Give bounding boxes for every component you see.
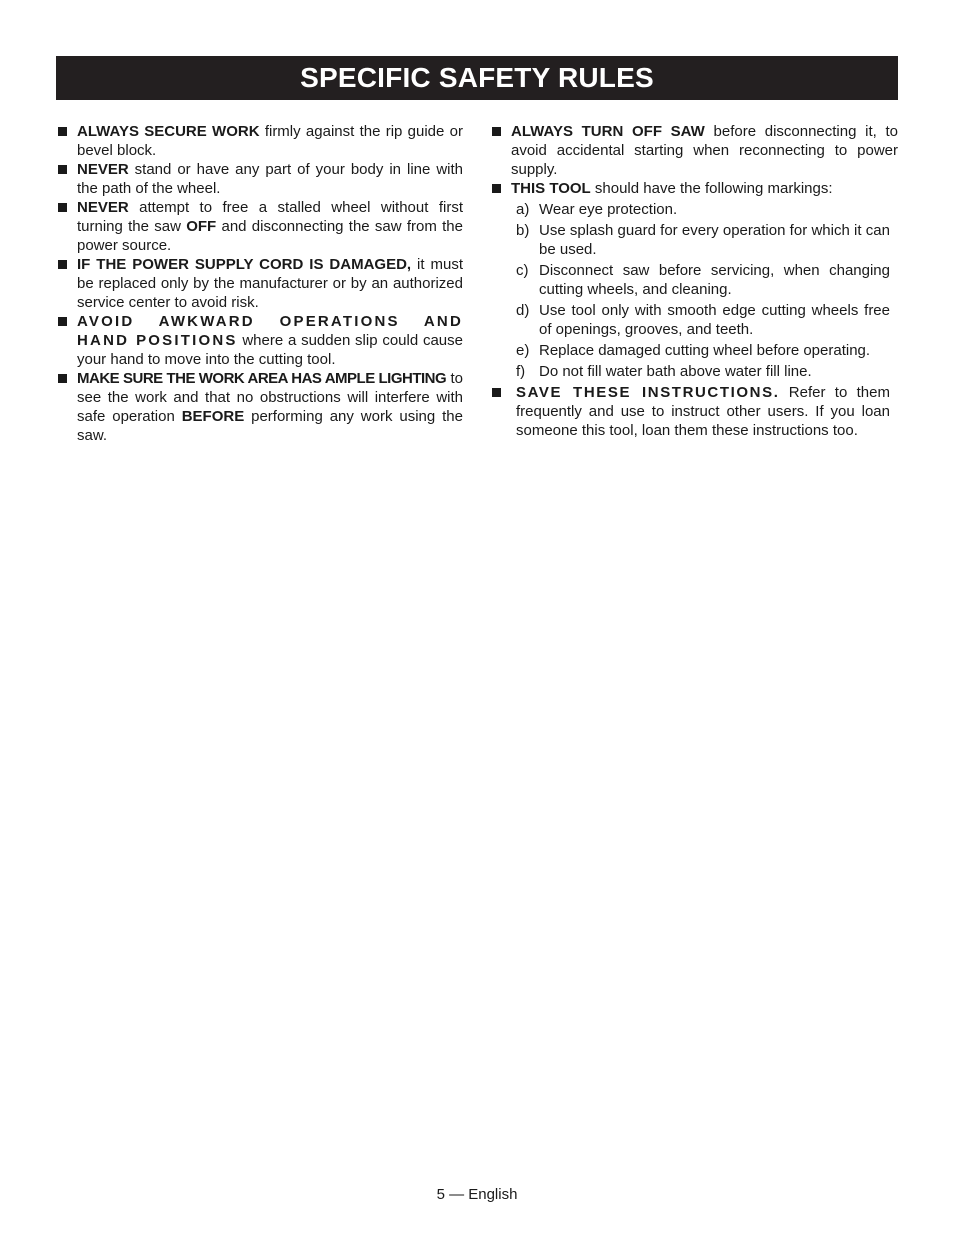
rule-lead: AVOID AWKWARD OPERATIONS AND HAND POSITIONS — [77, 313, 463, 349]
rule-lead: SAVE THESE INSTRUCTIONS. — [516, 384, 780, 401]
rule-lead: MAKE SURE THE WORK AREA HAS AMPLE LIGHTING — [77, 370, 447, 387]
page-footer: 5 — English — [436, 1186, 518, 1203]
marking-item — [490, 362, 898, 381]
rule-lead: NEVER — [77, 199, 129, 216]
page-title: SPECIFIC SAFETY RULES — [300, 62, 654, 93]
rule-emphasis: BEFORE — [181, 408, 245, 425]
rule-item — [56, 198, 463, 255]
marking-item — [490, 341, 898, 360]
square-bullet-icon — [58, 165, 67, 174]
rule-item — [490, 179, 898, 198]
rule-text-continued: and disconnecting the saw from the power source. — [77, 218, 463, 254]
rule-text-continued: performing any work using the saw. — [77, 408, 463, 444]
left-column — [56, 122, 463, 445]
rule-text: firmly against the rip guide or bevel block. — [77, 123, 463, 159]
marking-marker: a) — [516, 201, 530, 218]
marking-text: Disconnect saw before servicing, when changing cutting wheels, and cleaning. — [539, 262, 890, 298]
rule-item — [56, 122, 463, 160]
rule-lead: NEVER — [77, 161, 129, 178]
marking-item — [490, 261, 898, 299]
rule-text: Refer to them frequently and use to instruct other users. If you loan someone this tool, loan them these instructions too. — [516, 384, 890, 439]
rule-text: before disconnecting it, to avoid accidental starting when reconnecting to power supply. — [511, 123, 898, 178]
rule-text: stand or have any part of your body in line with the path of the wheel. — [77, 161, 463, 197]
rule-item — [56, 255, 463, 312]
rule-lead: ALWAYS TURN OFF SAW — [511, 123, 705, 140]
rule-item — [56, 312, 463, 369]
marking-item — [490, 221, 898, 259]
square-bullet-icon — [492, 127, 501, 136]
square-bullet-icon — [58, 127, 67, 136]
section-header-banner — [56, 56, 898, 100]
rule-lead: ALWAYS SECURE WORK — [77, 123, 260, 140]
marking-text: Use tool only with smooth edge cutting wheels free of openings, grooves, and teeth. — [539, 302, 890, 338]
rule-item — [490, 122, 898, 179]
rule-emphasis: OFF — [186, 218, 217, 235]
rule-lead: IF THE POWER SUPPLY CORD IS DAMAGED, — [77, 256, 412, 273]
square-bullet-icon — [58, 374, 67, 383]
marking-text: Wear eye protection. — [539, 201, 678, 218]
marking-item — [490, 200, 898, 219]
marking-marker: d) — [516, 302, 530, 319]
rule-item — [490, 383, 898, 440]
rule-text: should have the following markings: — [590, 180, 833, 197]
rule-item — [56, 369, 463, 445]
square-bullet-icon — [58, 317, 67, 326]
rule-text: attempt to free a stalled wheel without first turning the saw — [77, 199, 463, 235]
rule-text: where a sudden slip could cause your hand to move into the cutting tool. — [77, 332, 463, 368]
marking-text: Use splash guard for every operation for which it can be used. — [539, 222, 890, 258]
right-column — [490, 122, 898, 440]
square-bullet-icon — [58, 260, 67, 269]
square-bullet-icon — [492, 184, 501, 193]
marking-text: Do not fill water bath above water fill line. — [539, 363, 812, 380]
marking-marker: e) — [516, 342, 530, 359]
marking-marker: f) — [516, 363, 526, 380]
square-bullet-icon — [58, 203, 67, 212]
marking-text: Replace damaged cutting wheel before operating. — [539, 342, 871, 359]
square-bullet-icon — [492, 388, 501, 397]
marking-item — [490, 301, 898, 339]
markings-list — [490, 200, 898, 381]
rule-text: it must be replaced only by the manufacturer or by an authorized service center to avoid risk. — [77, 256, 464, 311]
rule-text: to see the work and that no obstructions will interfere with safe operation — [77, 370, 463, 425]
marking-marker: c) — [516, 262, 529, 279]
rule-lead: THIS TOOL — [511, 180, 591, 197]
marking-marker: b) — [516, 222, 530, 239]
rule-item — [56, 160, 463, 198]
